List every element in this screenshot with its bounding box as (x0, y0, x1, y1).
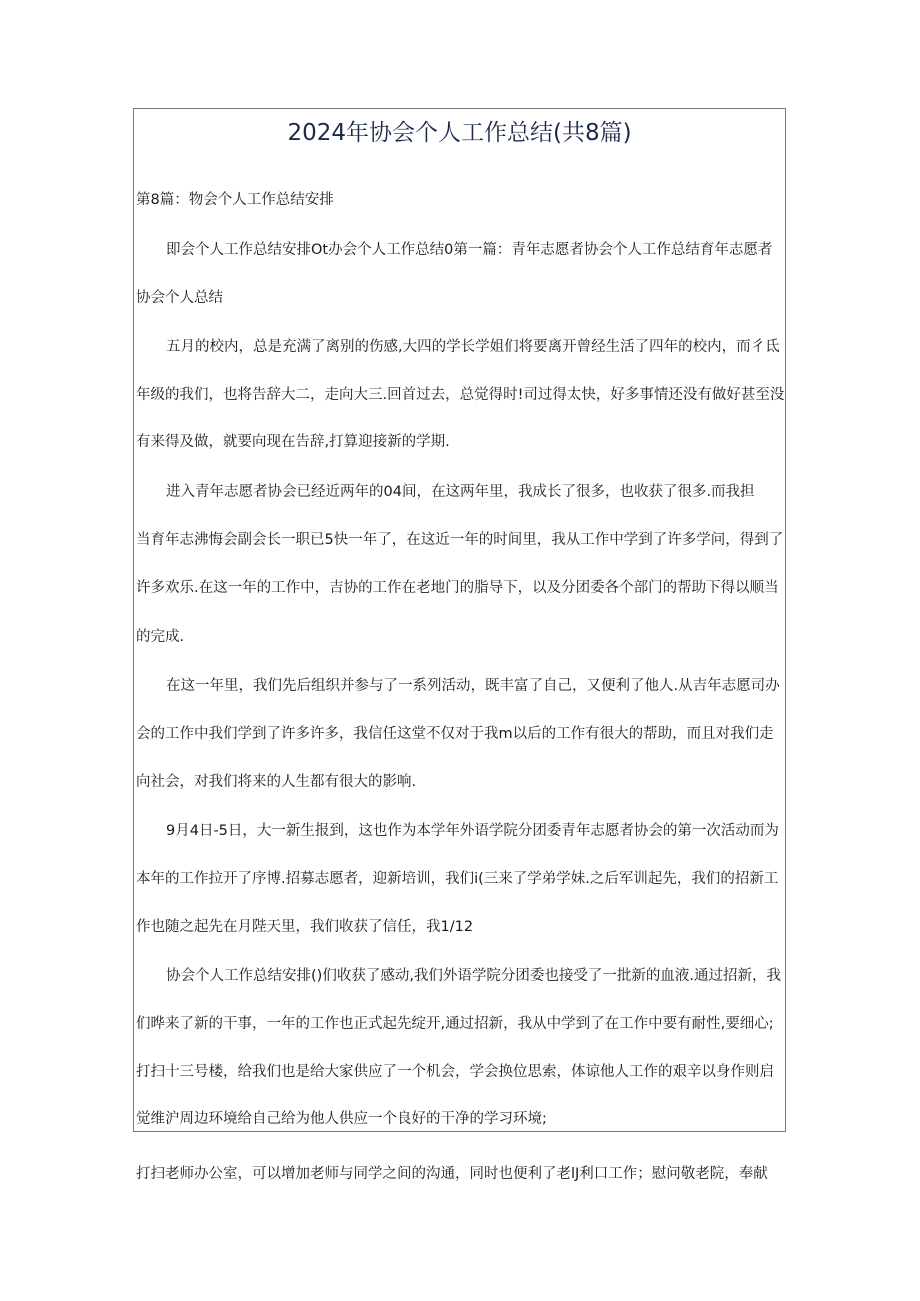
text-line: 进入青年志愿者协会已经近两年的04间，在这两年里，我成长了很多，也收获了很多.而我担 (166, 484, 755, 500)
text-line: 有来得及做，就要向现在告辞,打算迎接新的学期. (136, 434, 450, 450)
section-heading: 第8篇：物会个人工作总结安排 (136, 192, 334, 208)
text-line: 作也随之起先在月陛天里，我们收获了信任，我1/12 (136, 919, 474, 935)
text-line: 当育年志沸悔会副会长一职已5快一年了，在这近一年的时间里，我从工作中学到了许多学问，得到了 (136, 532, 784, 548)
text-line: 协会个人工作总结安排()们收获了感动,我们外语学院分团委也接受了一批新的血液.通过招新，我 (166, 968, 782, 984)
text-line: 即会个人工作总结安排Ot办会个人工作总结0第一篇：青年志愿者协会个人工作总结育年志愿者 (166, 242, 773, 258)
text-line: 年级的我们，也将告辞大二，走向大三.回首过去，总觉得时!司过得太快，好多事情还没有做好甚至没 (136, 387, 785, 403)
text-line: 向社会，对我们将来的人生都有很大的影响. (136, 774, 417, 790)
text-line: 会的工作中我们学到了许多许多，我信任这堂不仅对于我m以后的工作有很大的帮助，而且对我们走 (136, 726, 774, 742)
page-title: 2024年协会个人工作总结(共8篇) (287, 120, 632, 146)
text-line: 的完成. (136, 629, 185, 645)
text-line: 们晔来了新的干事，一年的工作也正式起先绽开,通过招新，我从中学到了在工作中要有耐性,要细心; (136, 1016, 774, 1032)
text-line: 打扫老师办公室，可以增加老师与同学之间的沟通，同时也便利了老lJ利口工作；慰问敬老院，奉献 (136, 1166, 768, 1182)
text-line: 在这一年里，我们先后组织并参与了一系列活动，既丰富了自己，又便利了他人.从吉年志愿司办 (166, 678, 780, 694)
text-line: 打扫十三号楼，给我们也是给大家供应了一个机会，学会换位思索，体谅他人工作的艰辛以身作则启 (136, 1064, 774, 1080)
text-line: 本年的工作拉开了序博.招募志愿者，迎新培训，我们i(三来了学弟学妹.之后军训起先，我们的招新工 (136, 871, 779, 887)
text-line: 许多欢乐.在这一年的工作中，吉协的工作在老地门的脂导下，以及分团委各个部门的帮助下得以顺当 (136, 580, 779, 596)
text-line: 五月的校内，总是充满了离别的伤感,大四的学长学姐们将要离开曾经生活了四年的校内，而彳氐 (166, 339, 780, 355)
text-line: 觉维沪周边环境给自己给为他人供应一个良好的干净的学习环境; (136, 1111, 547, 1127)
text-line: 9月4日-5日，大一新生报到，这也作为本学年外语学院分团委青年志愿者协会的第一次活动而为 (166, 823, 779, 839)
text-line: 协会个人总结 (136, 290, 223, 306)
